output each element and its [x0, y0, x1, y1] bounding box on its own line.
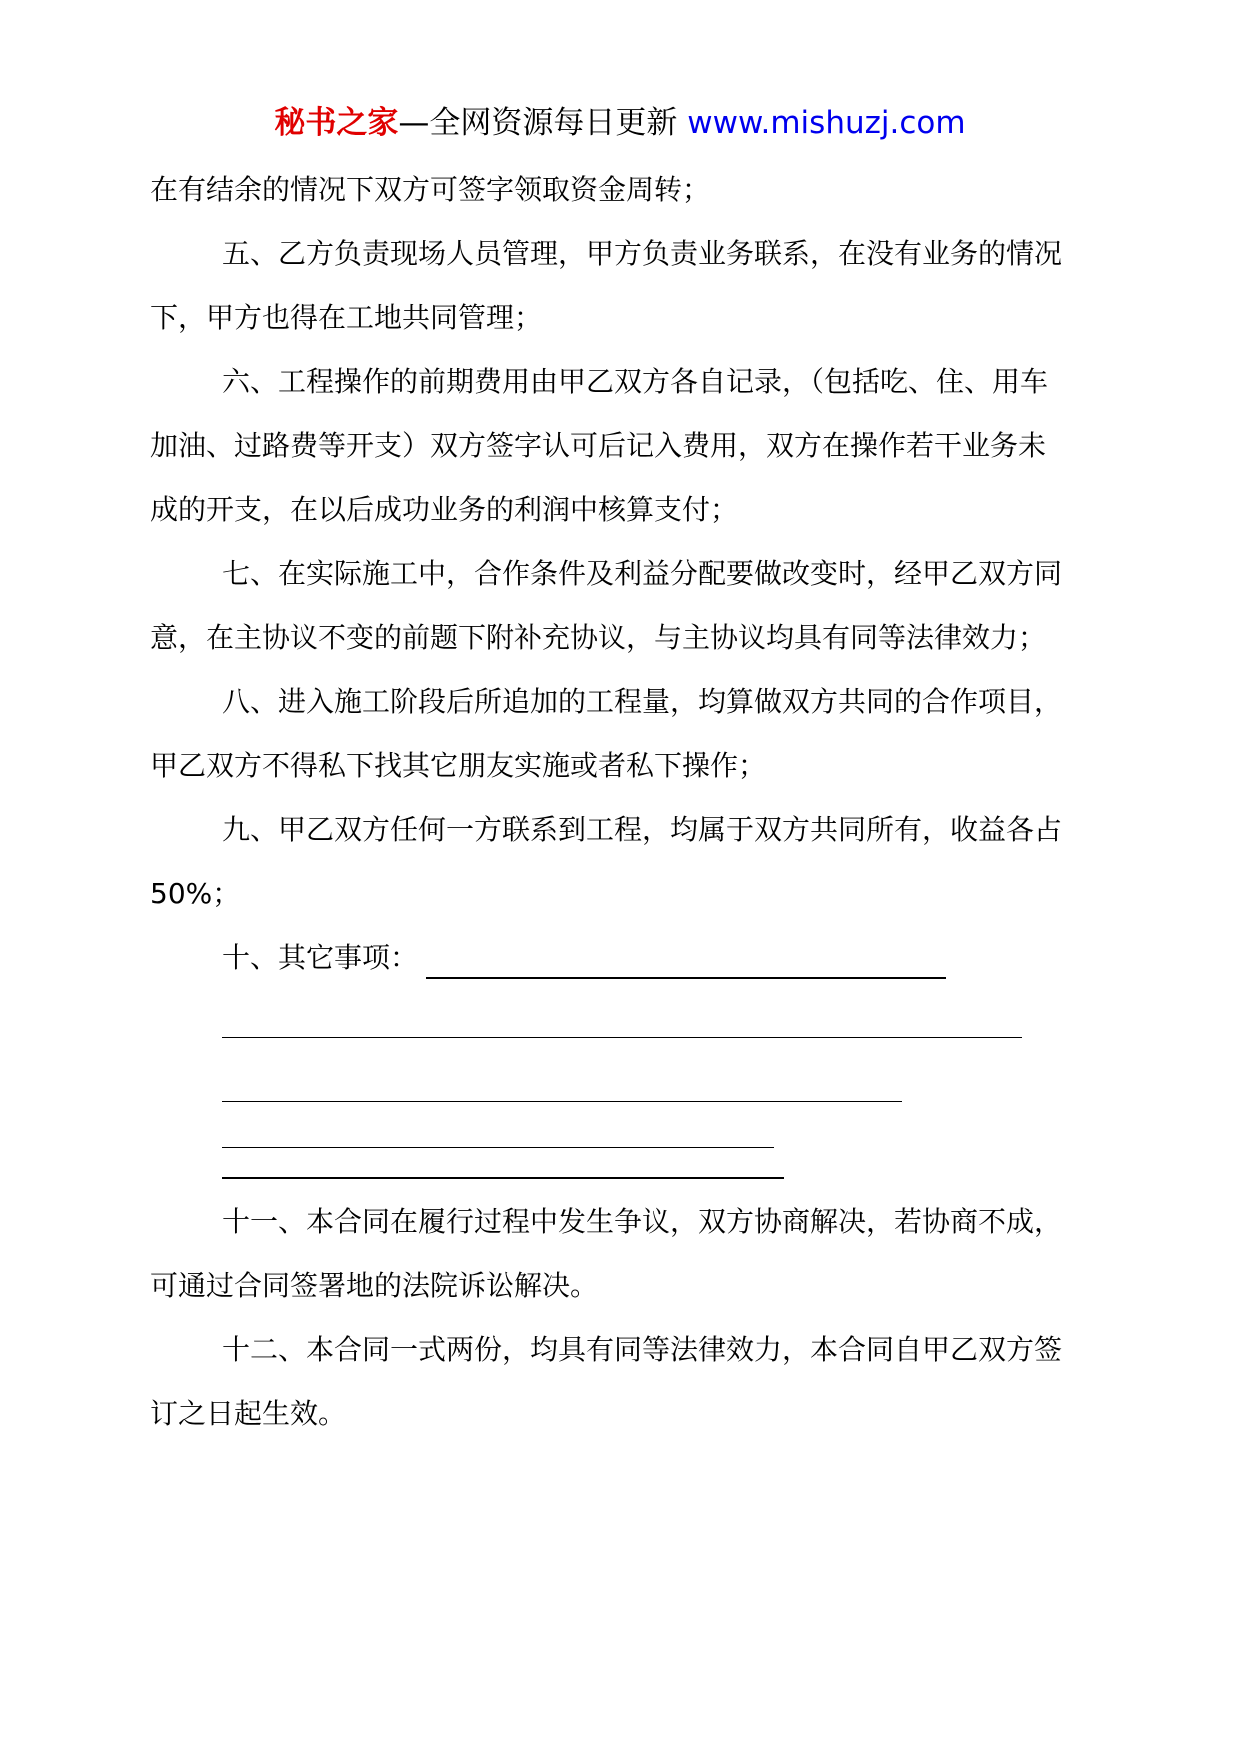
clause-6-line-2: 加油、过路费等开支）双方签字认可后记入费用，双方在操作若干业务未: [150, 429, 1047, 462]
clause-11-line-1: 十一、本合同在履行过程中发生争议，双方协商解决，若协商不成，: [222, 1205, 1063, 1238]
clause-12-line-1: 十二、本合同一式两份，均具有同等法律效力，本合同自甲乙双方签: [222, 1333, 1063, 1366]
site-brand: 秘书之家: [274, 105, 399, 141]
other-matters-blank-3: [222, 1101, 902, 1102]
clause-8-line-2: 甲乙双方不得私下找其它朋友实施或者私下操作；: [150, 749, 767, 782]
clause-11-line-2: 可通过合同签署地的法院诉讼解决。: [150, 1269, 599, 1302]
other-matters-blank-1: [426, 977, 946, 979]
clause-7-line-2: 意，在主协议不变的前题下附补充协议，与主协议均具有同等法律效力；: [150, 621, 1047, 654]
clause-12-line-2: 订之日起生效。: [150, 1397, 347, 1430]
other-matters-blank-4: [222, 1147, 774, 1148]
text-line: 在有结余的情况下双方可签字领取资金周转；: [150, 173, 711, 206]
clause-5-line-2: 下，甲方也得在工地共同管理；: [150, 301, 543, 334]
other-matters-blank-5: [222, 1177, 784, 1179]
clause-9-line-2: 50%；: [150, 877, 241, 910]
clause-9-line-1: 九、甲乙双方任何一方联系到工程，均属于双方共同所有，收益各占: [222, 813, 1063, 846]
site-url-link[interactable]: www.mishuzj.com: [687, 105, 966, 141]
clause-6-line-1: 六、工程操作的前期费用由甲乙双方各自记录，（包括吃、住、用车: [222, 365, 1049, 398]
site-tagline: —全网资源每日更新: [398, 105, 688, 141]
other-matters-blank-2: [222, 1037, 1022, 1038]
clause-8-line-1: 八、进入施工阶段后所追加的工程量，均算做双方共同的合作项目，: [222, 685, 1063, 718]
clause-10-label: 十、其它事项：: [222, 941, 419, 974]
clause-6-line-3: 成的开支，在以后成功业务的利润中核算支付；: [150, 493, 739, 526]
page-header: [0, 100, 1240, 146]
clause-7-line-1: 七、在实际施工中，合作条件及利益分配要做改变时，经甲乙双方同: [222, 557, 1063, 590]
clause-5-line-1: 五、乙方负责现场人员管理，甲方负责业务联系，在没有业务的情况: [222, 237, 1063, 270]
